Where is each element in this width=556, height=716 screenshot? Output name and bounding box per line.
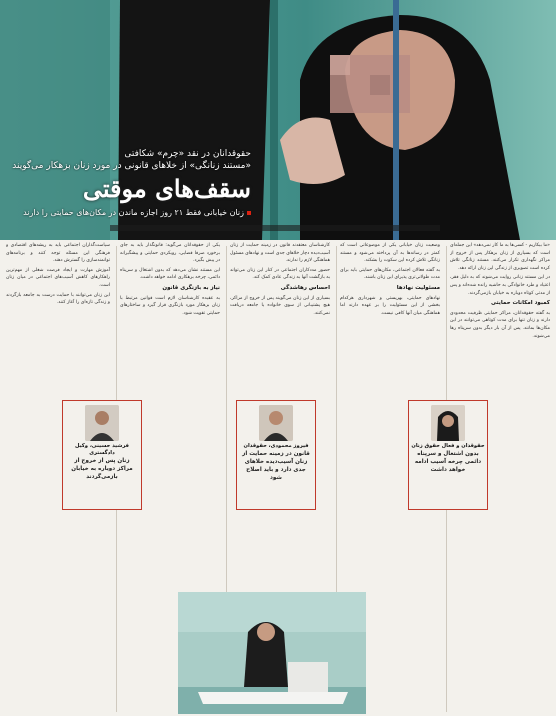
pull-quote-2 bbox=[62, 400, 142, 510]
paragraph: نهادهای حمایتی، بهزیستی و شهرداری هرکدام بخشی از این مسئولیت را بر عهده دارند اما هماهنگی میان آنها کافی نیست. bbox=[340, 295, 440, 316]
paragraph: «ما بیکاریم - کسی‌ها به ما کار نمی‌دهد» این جمله‌ای است که بسیاری از زنان بزهکار پس از خروج از مراکز نگهداری تکرار می‌کنند. مستند زنانگی تلاش کرده است تصویری از زندگی این زنان ارائه دهد. bbox=[450, 243, 550, 271]
quote-text: زنان پس از خروج از مراکز دوباره به خیابان بازمی‌گردند bbox=[71, 458, 133, 480]
pull-quote-1 bbox=[236, 400, 316, 510]
subheading: کمبود امکانات حمایتی bbox=[490, 300, 550, 307]
avatar bbox=[85, 405, 119, 441]
article-body bbox=[0, 242, 556, 716]
pull-quote-3 bbox=[408, 400, 488, 510]
kicker-line-2: «مستند زنانگی» از خلاهای قانونی در مورد زنان بزهکار می‌گویند bbox=[12, 161, 251, 171]
quote-author: فرشید حسینی، وکیل دادگستری bbox=[75, 443, 129, 456]
kicker-line-1: حقوقدانان در نقد «چرم» شکافتی bbox=[124, 149, 251, 159]
paragraph: بسیاری از این زنان می‌گویند پس از خروج از مراکز، هیچ پشتیبانی از سوی خانواده یا جامعه دریافت نمی‌کنند. bbox=[230, 295, 330, 316]
avatar bbox=[259, 405, 293, 441]
subheading: نیاز به بازنگری قانون bbox=[162, 284, 220, 291]
quote-author: حقوقدان و فعال حقوق زنان bbox=[411, 443, 485, 449]
paragraph: به عقیده کارشناسان لازم است قوانین مرتبط با زنان بزهکار مورد بازنگری قرار گیرد و ساختارهای حمایتی تقویت شود. bbox=[120, 295, 220, 316]
paragraph: حضور مددکاران اجتماعی در کنار این زنان می‌تواند به بازگشت آنها به زندگی عادی کمک کند. bbox=[230, 267, 330, 281]
headline-block bbox=[6, 148, 251, 217]
paragraph: آموزش مهارت و ایجاد فرصت شغلی از مهم‌ترین راهکارهای کاهش آسیب‌های اجتماعی در میان زنان است. bbox=[6, 267, 110, 288]
article-byline bbox=[6, 208, 251, 217]
byline-text: زنان خیابانی فقط ۲۱ روز اجازه ماندن در مکان‌های حمایتی را دارند bbox=[23, 208, 244, 217]
paragraph: سیاست‌گذاران اجتماعی باید به ریشه‌های اقتصادی و فرهنگی این مسئله توجه کنند و برنامه‌های توانمندسازی را گسترش دهند. bbox=[6, 243, 110, 264]
paragraph: این زنان می‌توانند با حمایت درست به جامعه بازگردند و زندگی تازه‌ای را آغاز کنند. bbox=[6, 292, 110, 306]
subheading: احساس رهاشدگی bbox=[280, 284, 330, 291]
paragraph: در این مستند زنانی روایت می‌شوند که به دلیل فقر، اعتیاد و طرد خانوادگی به حاشیه رانده شده‌اند و پس از مدتی کوتاه دوباره به خیابان بازمی‌گردند. bbox=[450, 275, 550, 296]
hero-photo bbox=[0, 0, 556, 240]
paragraph: یکی از حقوقدانان می‌گوید: قانونگذار باید به جای برخورد صرفا قضایی، رویکردی حمایتی و پیشگیرانه در پیش بگیرد. bbox=[120, 243, 220, 264]
paragraph: وضعیت زنان خیابانی یکی از موضوعاتی است که کمتر در رسانه‌ها به آن پرداخته می‌شود و مستند زنانگی تلاش کرده این سکوت را بشکند. bbox=[340, 243, 440, 264]
article-title: سقف‌های موقتی bbox=[82, 174, 251, 203]
paragraph: این مستند نشان می‌دهد که بدون اشتغال و سرپناه دائمی، چرخه بزهکاری ادامه خواهد داشت. bbox=[120, 267, 220, 281]
avatar bbox=[431, 405, 465, 441]
paragraph: به گفته فعالان اجتماعی، مکان‌های حمایتی باید برای مدت طولانی‌تری پذیرای این زنان باشند. bbox=[340, 267, 440, 281]
bullet-icon bbox=[247, 211, 251, 215]
bottom-image bbox=[178, 592, 366, 714]
quote-text: قانون در زمینه حمایت از زنان آسیب‌دیده خلاهای جدی دارد و باید اصلاح شود bbox=[242, 451, 310, 481]
subheading: مسئولیت نهادها bbox=[396, 284, 440, 291]
quote-author: فیروز محمودی، حقوقدان bbox=[243, 443, 309, 449]
bottom-photo bbox=[178, 592, 366, 714]
paragraph: کارشناسان معتقدند قانون در زمینه حمایت از زنان آسیب‌دیده دچار خلاهای جدی است و نهادهای مسئول هماهنگی لازم را ندارند. bbox=[230, 243, 330, 264]
paragraph: به گفته حقوقدانان، مراکز حمایتی ظرفیت محدودی دارند و زنان تنها برای مدت کوتاهی می‌توانند در این مکان‌ها بمانند. پس از آن بار دیگر بدون سرپناه رها می‌شوند. bbox=[450, 310, 550, 339]
quote-text: بدون اشتغال و سرپناه دائمی چرخه آسیب ادامه خواهد داشت bbox=[414, 451, 482, 473]
